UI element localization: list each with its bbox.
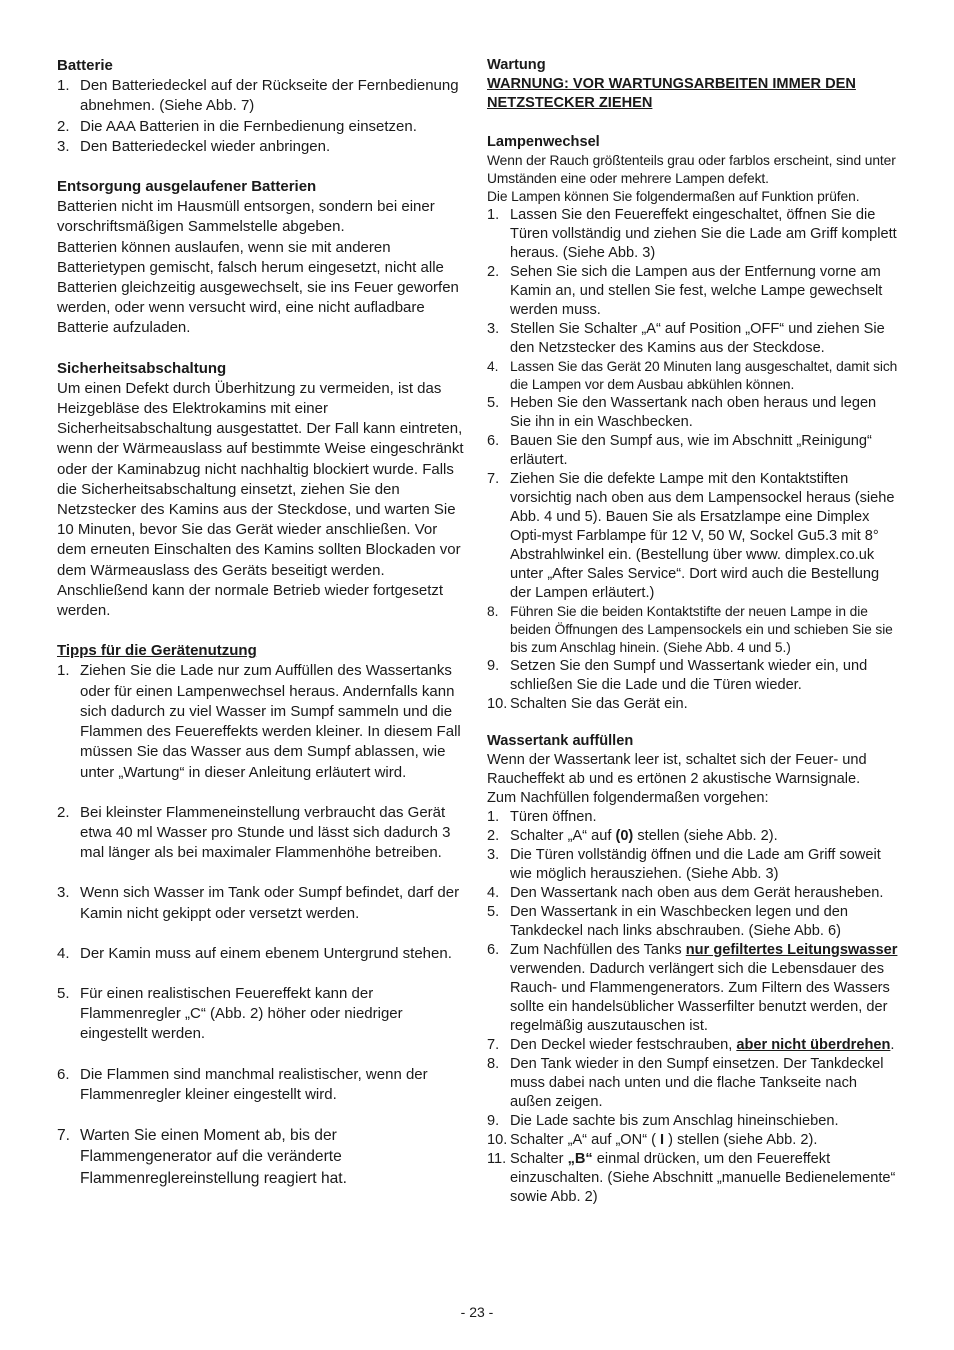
list-item: 4. Der Kamin muss auf einem ebenem Untergrund stehen. <box>57 944 452 962</box>
lamp-heading: Lampenwechsel <box>487 134 600 150</box>
list-item: 2. Bei kleinster Flammeneinstellung verbraucht das Gerät etwa 40 ml Wasser pro Stunde und lässt sich dadurch 3 mal länger als bei maximaler Flammenhöhe betreiben. <box>57 803 451 862</box>
left-column <box>57 56 467 1189</box>
list-item: 4. Lassen Sie das Gerät 20 Minuten lang ausgeschaltet, damit sich die Lampen vor dem Ausbau abkühlen können. <box>487 359 898 392</box>
list-item: 5. Für einen realistischen Feuereffekt kann der Flammenregler „C“ (Abb. 2) höher oder niedriger eingestellt werden. <box>57 984 403 1043</box>
safety-heading: Sicherheitsabschaltung <box>57 359 227 377</box>
list-item: 7. Den Deckel wieder festschrauben, aber nicht überdrehen. <box>487 1037 895 1053</box>
list-item: 3. Stellen Sie Schalter „A“ auf Position „OFF“ und ziehen Sie den Netzstecker des Kamins aus der Steckdose. <box>487 321 885 356</box>
list-item: 3. Die Türen vollständig öffnen und die Lade am Griff soweit wie möglich herausziehen. (Siehe Abb. 3) <box>487 847 881 882</box>
list-item: 2. Schalter „A“ auf (0) stellen (siehe Abb. 2). <box>487 828 778 844</box>
disposal-paragraph-2: Batterien können auslaufen, wenn sie mit anderen Batterietypen gemischt, falsch herum eingesetzt, nicht alle Batterien gleichzeitig ausgewechselt, sie ins Feuer geworfen werden, oder wenn versucht wird, eine nicht aufladbare Batterie aufzuladen. <box>57 238 459 337</box>
list-item: 6. Die Flammen sind manchmal realistischer, wenn der Flammenregler kleiner eingestellt wird. <box>57 1065 428 1103</box>
list-item: 10. Schalter „A“ auf „ON“ ( I ) stellen (siehe Abb. 2). <box>487 1132 818 1148</box>
page-number: - 23 - <box>460 1304 494 1320</box>
list-item: 9. Setzen Sie den Sumpf und Wassertank wieder ein, und schließen Sie die Lade und die Türen wieder. <box>487 658 868 693</box>
list-item: 7. Warten Sie einen Moment ab, bis der Flammengenerator auf die veränderte Flammenreglereinstellung reagiert hat. <box>57 1126 347 1187</box>
list-item: 8. Den Tank wieder in den Sumpf einsetzen. Der Tankdeckel muss dabei nach unten und die flache Tankseite nach außen zeigen. <box>487 1056 884 1110</box>
list-item: 1. Türen öffnen. <box>487 809 597 825</box>
list-item: 6. Zum Nachfüllen des Tanks nur gefiltertes Leitungswasser verwenden. Dadurch verlängert sich die Lebensdauer des Rauch- und Flammengenerators. Zum Filtern des Wassers sollte ein handelsüblicher Wasserfilter benutzt werden, der regelmäßig auszutauschen ist. <box>487 942 898 1034</box>
list-item: 1. Lassen Sie den Feuereffekt eingeschaltet, öffnen Sie die Türen vollständig und ziehen Sie die Lade am Griff komplett heraus. (Siehe Abb. 3) <box>487 207 897 261</box>
lamp-paragraph-2: Die Lampen können Sie folgendermaßen auf Funktion prüfen. <box>487 189 860 204</box>
lamp-list <box>487 206 899 714</box>
refill-paragraph-2: Zum Nachfüllen folgendermaßen vorgehen: <box>487 790 769 806</box>
maintenance-warning: WARNUNG: VOR WARTUNGSARBEITEN IMMER DEN NETZSTECKER ZIEHEN <box>487 76 856 111</box>
tips-list <box>57 661 467 1189</box>
list-item: 3. Wenn sich Wasser im Tank oder Sumpf befindet, darf der Kamin nicht gekippt oder versetzt werden. <box>57 884 460 922</box>
disposal-heading: Entsorgung ausgelaufener Batterien <box>57 178 317 196</box>
disposal-paragraph-1: Batterien nicht im Hausmüll entsorgen, sondern bei einer vorschriftsmäßigen Sammelstelle abgeben. <box>57 198 435 236</box>
list-item: 8. Führen Sie die beiden Kontaktstifte der neuen Lampe in die beiden Öffnungen des Lampensockels ein und schieben Sie sie bis zum Anschlag hinein. (Siehe Abb. 4 und 5.) <box>487 604 893 655</box>
refill-heading: Wassertank auffüllen <box>487 733 634 749</box>
list-item: 4. Den Wassertank nach oben aus dem Gerät herausheben. <box>487 885 884 901</box>
right-column <box>487 56 899 1207</box>
list-item: 5. Heben Sie den Wassertank nach oben heraus und legen Sie ihn in ein Waschbecken. <box>487 395 877 430</box>
list-item: 1. Ziehen Sie die Lade nur zum Auffüllen des Wassertanks oder für einen Lampenwechsel heraus. Andernfalls kann sich dadurch zu viel Wasser im Sumpf sammeln und die Flammen des Feuereffekts werden kleiner. In diesem Fall müssen Sie das Wasser aus dem Sumpf ablassen, wie unter „Wartung“ in dieser Anleitung erläutert wird. <box>57 662 461 781</box>
list-item: 10. Schalten Sie das Gerät ein. <box>487 696 688 712</box>
battery-heading: Batterie <box>57 57 113 74</box>
list-item: 5. Den Wassertank in ein Waschbecken legen und den Tankdeckel nach links abschrauben. (Siehe Abb. 6) <box>487 904 849 939</box>
list-item: 9. Die Lade sachte bis zum Anschlag hineinschieben. <box>487 1113 839 1129</box>
tips-heading: Tipps für die Gerätenutzung <box>57 642 257 660</box>
list-item: 7. Ziehen Sie die defekte Lampe mit den Kontaktstiften vorsichtig nach oben aus dem Lampensockel heraus (siehe Abb. 4 und 5). Bauen Sie als Ersatzlampe eine Dimplex Opti-myst Farblampe für 12 V, 50 W, Sockel Gu5.3 mit 8° Abstrahlwinkel ein. (Bestellung über www. dimplex.co.uk unter „After Sales Service“. Dort wird auch die Bestellung der Lampen erläutert.) <box>487 471 895 601</box>
list-item: 2. Die AAA Batterien in die Fernbedienung einsetzen. <box>57 117 417 135</box>
lamp-paragraph-1: Wenn der Rauch größtenteils grau oder farblos erscheint, sind unter Umständen eine oder mehrere Lampen defekt. <box>487 153 896 186</box>
list-item: 2. Sehen Sie sich die Lampen aus der Entfernung vorne am Kamin an, und stellen Sie fest, welche Lampe gewechselt werden muss. <box>487 264 883 318</box>
list-item: 6. Bauen Sie den Sumpf aus, wie im Abschnitt „Reinigung“ erläutert. <box>487 433 872 468</box>
safety-paragraph: Um einen Defekt durch Überhitzung zu vermeiden, ist das Heizgebläse des Elektrokamins mit einer Sicherheitsabschaltung ausgestattet. Der Fall kann eintreten, wenn der Wärmeauslass auf bestimmte Weise eingeschränkt oder der Kaminabzug nicht nachhaltig blockiert wurde. Falls die Sicherheitsabschaltung einsetzt, ziehen Sie den Netzstecker des Kamins aus der Steckdose, und warten Sie 10 Minuten, bevor Sie das Gerät wieder anschließen. Vor dem erneuten Einschalten des Kamins sollten Blockaden vor dem Wärmeauslass des Geräts beseitigt werden. Anschließend kann der normale Betrieb wieder fortgesetzt werden. <box>57 379 464 620</box>
battery-list <box>57 76 467 157</box>
list-item: 3. Den Batteriedeckel wieder anbringen. <box>57 137 331 155</box>
list-item: 11. Schalter „B“ einmal drücken, um den Feuereffekt einzuschalten. (Siehe Abschnitt „manuelle Bedienelemente“ sowie Abb. 2) <box>487 1151 896 1205</box>
maintenance-heading: Wartung <box>487 57 546 73</box>
refill-paragraph-1: Wenn der Wassertank leer ist, schaltet sich der Feuer- und Raucheffekt ab und es ertönen 2 akustische Warnsignale. <box>487 752 867 787</box>
refill-list <box>487 808 899 1207</box>
list-item: 1. Den Batteriedeckel auf der Rückseite der Fernbedienung abnehmen. (Siehe Abb. 7) <box>57 77 459 115</box>
